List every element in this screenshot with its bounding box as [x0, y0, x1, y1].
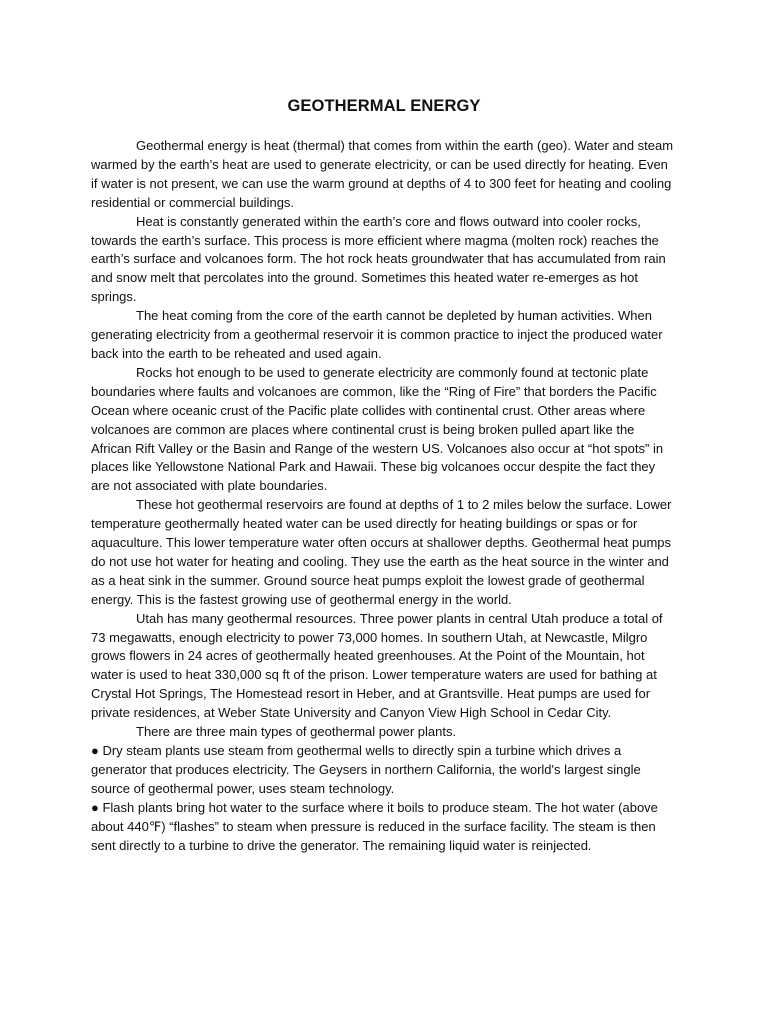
paragraph-renewability: The heat coming from the core of the earth cannot be depleted by human activities. When generating electricity from a geothermal reservoir it is common practice to inject the produced water back into the earth to be reheated and used again.: [91, 308, 663, 361]
bullet-flash-plants: ● Flash plants bring hot water to the surface where it boils to produce steam. The hot water (above about 440℉) “flashes” to steam when pressure is reduced in the surface facility. The steam is then sent directly to a turbine to drive the generator. The remaining liquid water is reinjected.: [91, 799, 658, 853]
paragraph-utah-resources: Utah has many geothermal resources. Three power plants in central Utah produce a total of 73 megawatts, enough electricity to power 73,000 homes. In southern Utah, at Newcastle, Milgro grows flowers in 24 acres of geothermally heated greenhouses. At the Point of the Mountain, hot water is used to heat 330,000 sq ft of the prison. Lower temperature waters are used for bathing at Crystal Hot Springs, The Homestead resort in Heber, and at Grantsville. Heat pumps are used for private residences, at Weber State University and Canyon View High School in Cedar City.: [91, 610, 663, 721]
bullet-dry-steam: ● Dry steam plants use steam from geothermal wells to directly spin a turbine which drives a generator that produces electricity. The Geysers in northern California, the world's largest single source of geothermal power, uses steam technology.: [91, 743, 641, 796]
paragraph-reservoirs: These hot geothermal reservoirs are found at depths of 1 to 2 miles below the surface. Lower temperature geothermally heated water can be used directly for heating buildings or spas or for aquaculture. This lower temperature water often occurs at shallower depths. Geothermal heat pumps do not use hot water for heating and cooling. They use the earth as the heat source in the winter and as a heat sink in the summer. Ground source heat pumps exploit the lowest grade of geothermal energy. This is the fastest growing use of geothermal energy in the world.: [91, 497, 672, 607]
paragraph-heat-generation: Heat is constantly generated within the earth’s core and flows outward into cooler rocks, towards the earth’s surface. This process is more efficient where magma (molten rock) reaches the earth’s surface and volcanoes form. The hot rock heats groundwater that has accumulated from rain and snow melt that percolates into the ground. Sometimes this heated water re-emerges as hot springs.: [91, 213, 666, 305]
paragraph-plate-boundaries: Rocks hot enough to be used to generate electricity are commonly found at tectonic plate boundaries where faults and volcanoes are common, like the “Ring of Fire” that borders the Pacific Ocean where oceanic crust of the Pacific plate collides with continental crust. Other areas where volcanoes are common are places where continental crust is being broken pulled apart like the African Rift Valley or the Basin and Range of the western US. Volcanoes also occur at “hot spots” in places like Yellowstone National Park and Hawaii. These big volcanoes occur despite the fact they are not associated with plate boundaries.: [91, 364, 664, 494]
document-title: GEOTHERMAL ENERGY: [287, 97, 481, 115]
paragraph-intro: Geothermal energy is heat (thermal) that comes from within the earth (geo). Water and steam warmed by the earth’s heat are used to generate electricity, or can be used directly for heating. Even if water is not present, we can use the warm ground at depths of 4 to 300 feet for heating and cooling residential or commercial buildings.: [91, 138, 674, 210]
paragraph-plant-types-intro: There are three main types of geothermal power plants.: [136, 724, 457, 740]
document-body: [91, 95, 677, 855]
